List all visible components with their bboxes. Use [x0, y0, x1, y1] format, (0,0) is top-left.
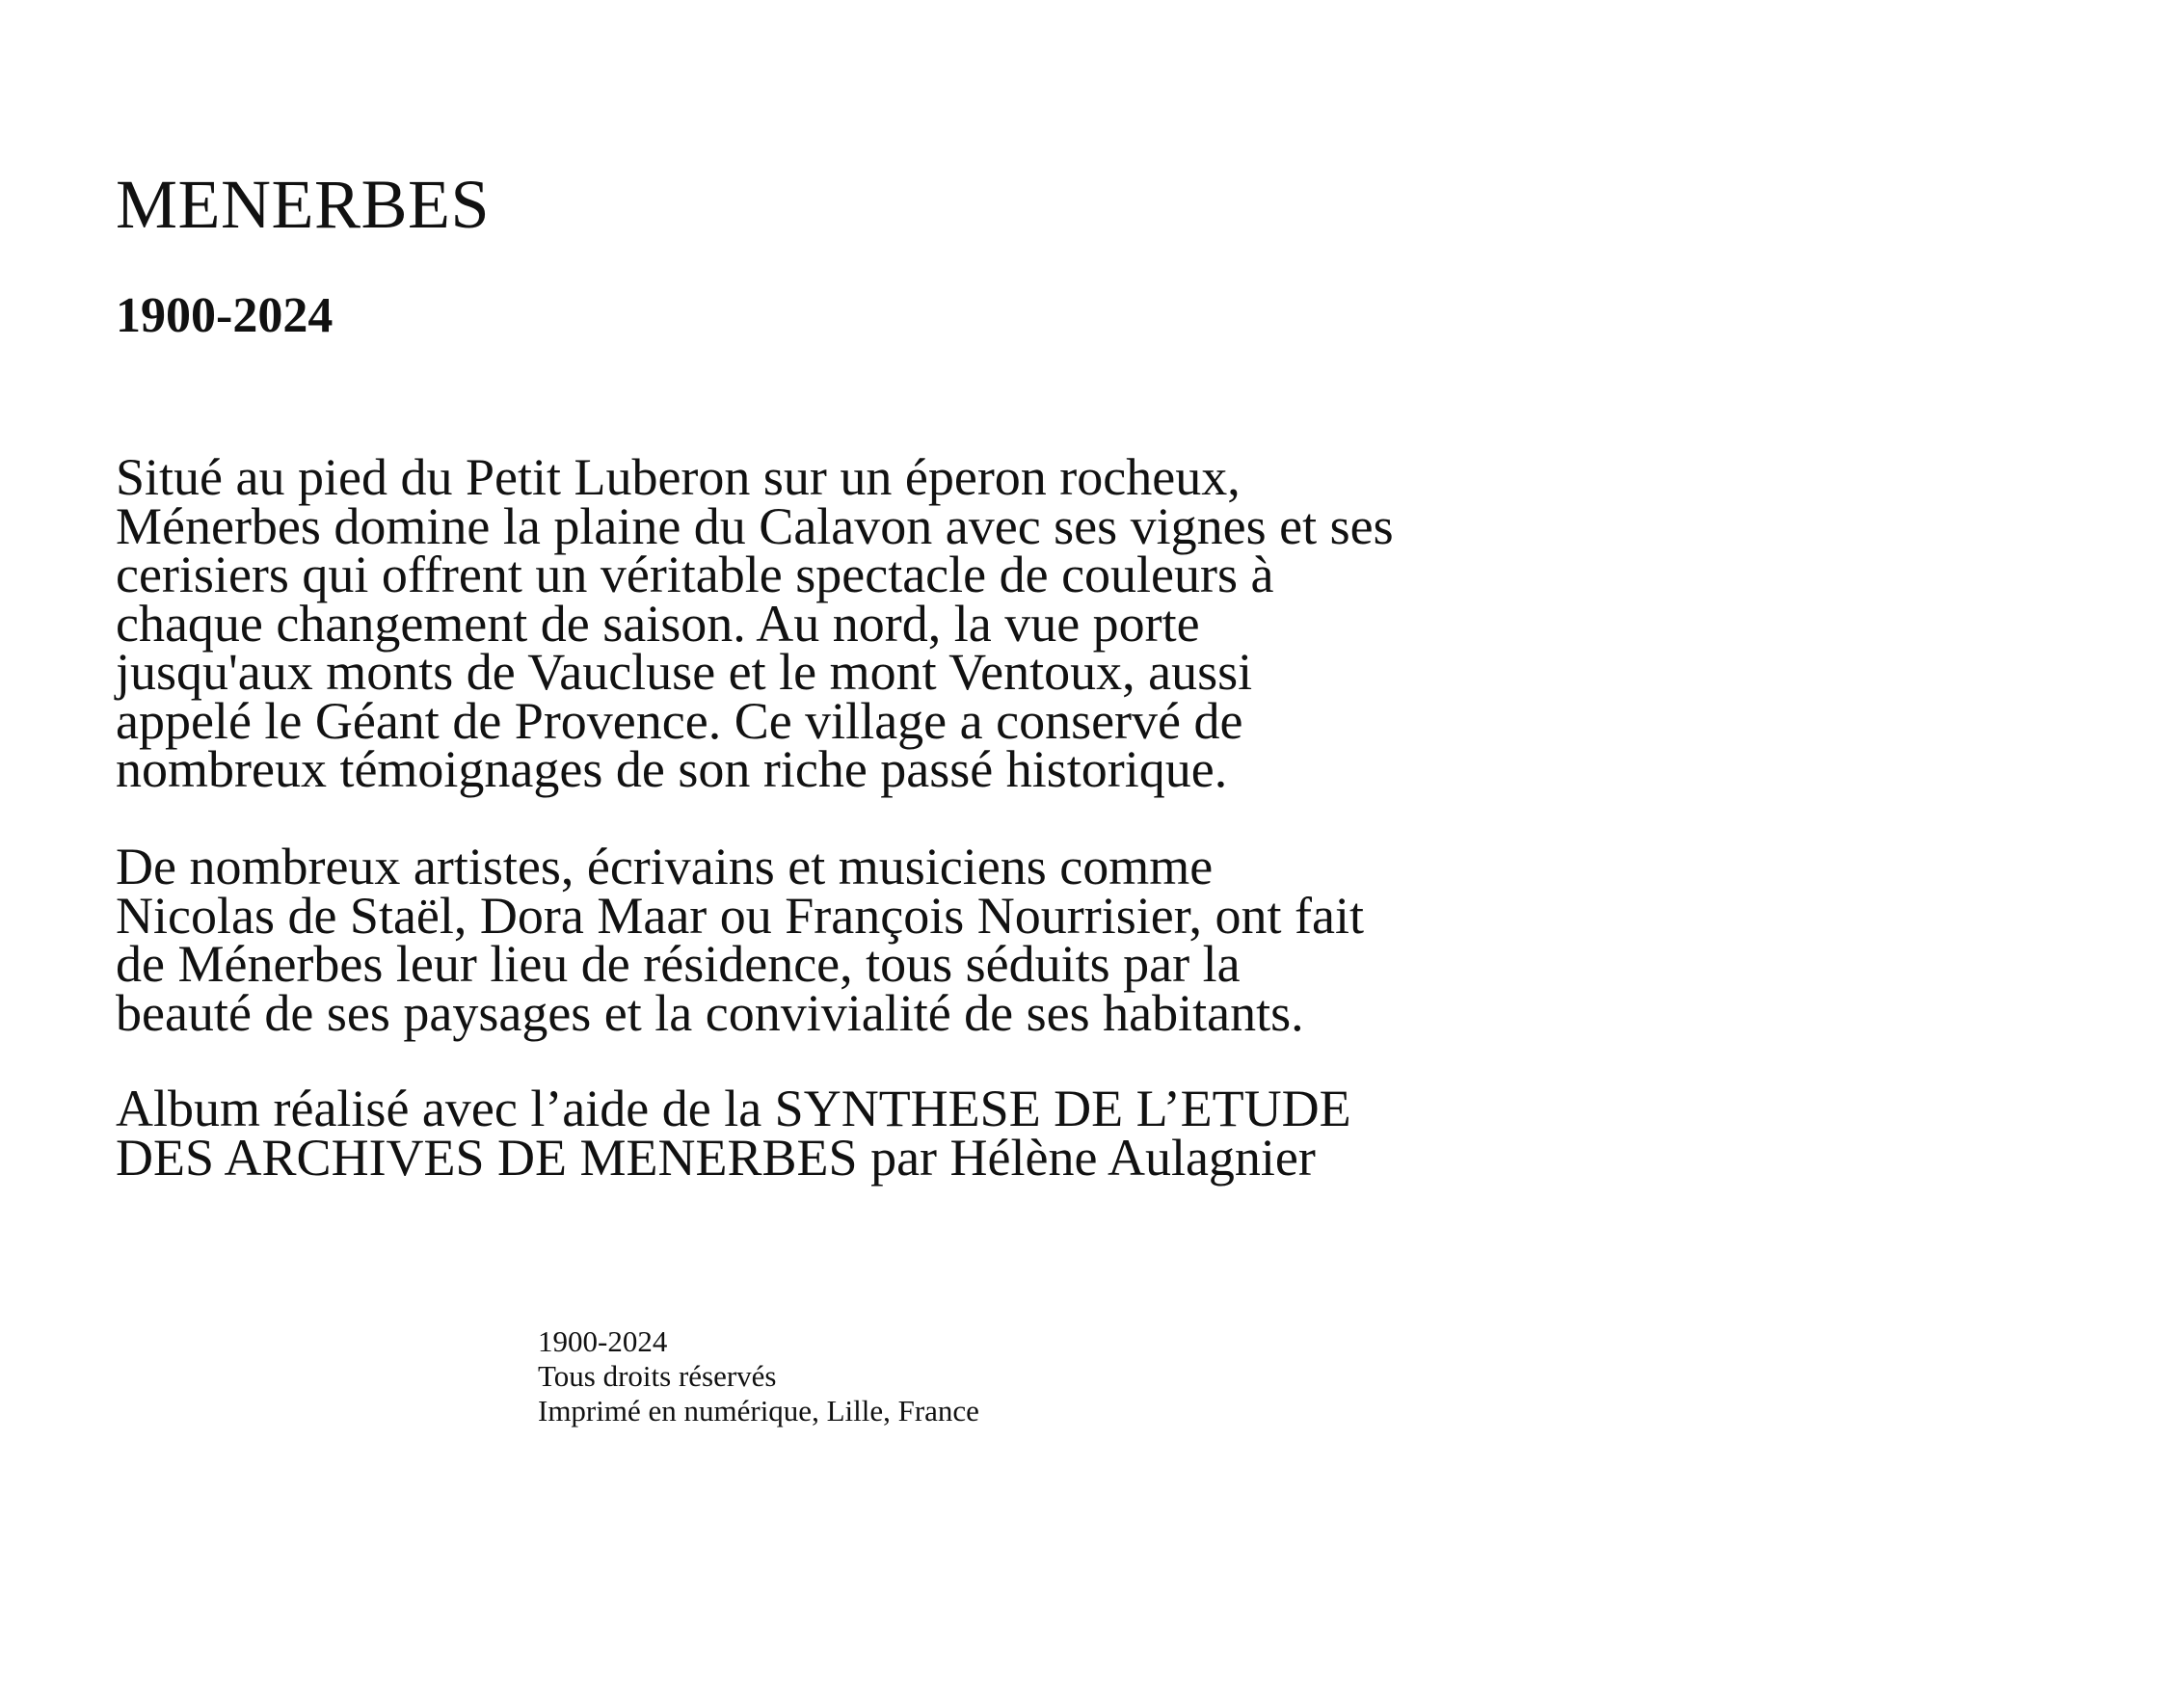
paragraph-line: chaque changement de saison. Au nord, la vue porte	[116, 594, 1200, 653]
paragraph-line: DES ARCHIVES DE MENERBES par Hélène Aulagnier	[116, 1128, 1316, 1187]
paragraph-line: cerisiers qui offrent un véritable spectacle de couleurs à	[116, 546, 1274, 603]
paragraph-artists	[116, 838, 1696, 1042]
colophon-rights: Tous droits réservés	[538, 1359, 777, 1393]
paragraph-credits	[116, 1080, 1696, 1187]
paragraph-line: Situé au pied du Petit Luberon sur un éperon rocheux,	[116, 448, 1241, 506]
paragraph-line: appelé le Géant de Provence. Ce village a conservé de	[116, 691, 1243, 750]
paragraph-description	[116, 448, 1696, 798]
paragraph-line: de Ménerbes leur lieu de résidence, tous séduits par la	[116, 935, 1241, 993]
paragraph-line: jusqu'aux monts de Vaucluse et le mont Ventoux, aussi	[116, 643, 1253, 701]
colophon	[538, 1324, 979, 1428]
colophon-printing: Imprimé en numérique, Lille, France	[538, 1394, 979, 1428]
paragraph-line: Ménerbes domine la plaine du Calavon avec ses vignes et ses	[116, 496, 1394, 555]
date-range-subtitle: 1900-2024	[116, 288, 334, 343]
colophon-dates: 1900-2024	[538, 1324, 668, 1358]
paragraph-line: beauté de ses paysages et la convivialité de ses habitants.	[116, 983, 1304, 1042]
paragraph-line: nombreux témoignages de son riche passé historique.	[116, 740, 1228, 798]
paragraph-line: Album réalisé avec l’aide de la SYNTHESE DE L’ETUDE	[116, 1080, 1351, 1137]
paragraph-line: De nombreux artistes, écrivains et musiciens comme	[116, 838, 1214, 895]
page-title: MENERBES	[116, 166, 491, 243]
paragraph-line: Nicolas de Staël, Dora Maar ou François Nourrisier, ont fait	[116, 886, 1364, 945]
